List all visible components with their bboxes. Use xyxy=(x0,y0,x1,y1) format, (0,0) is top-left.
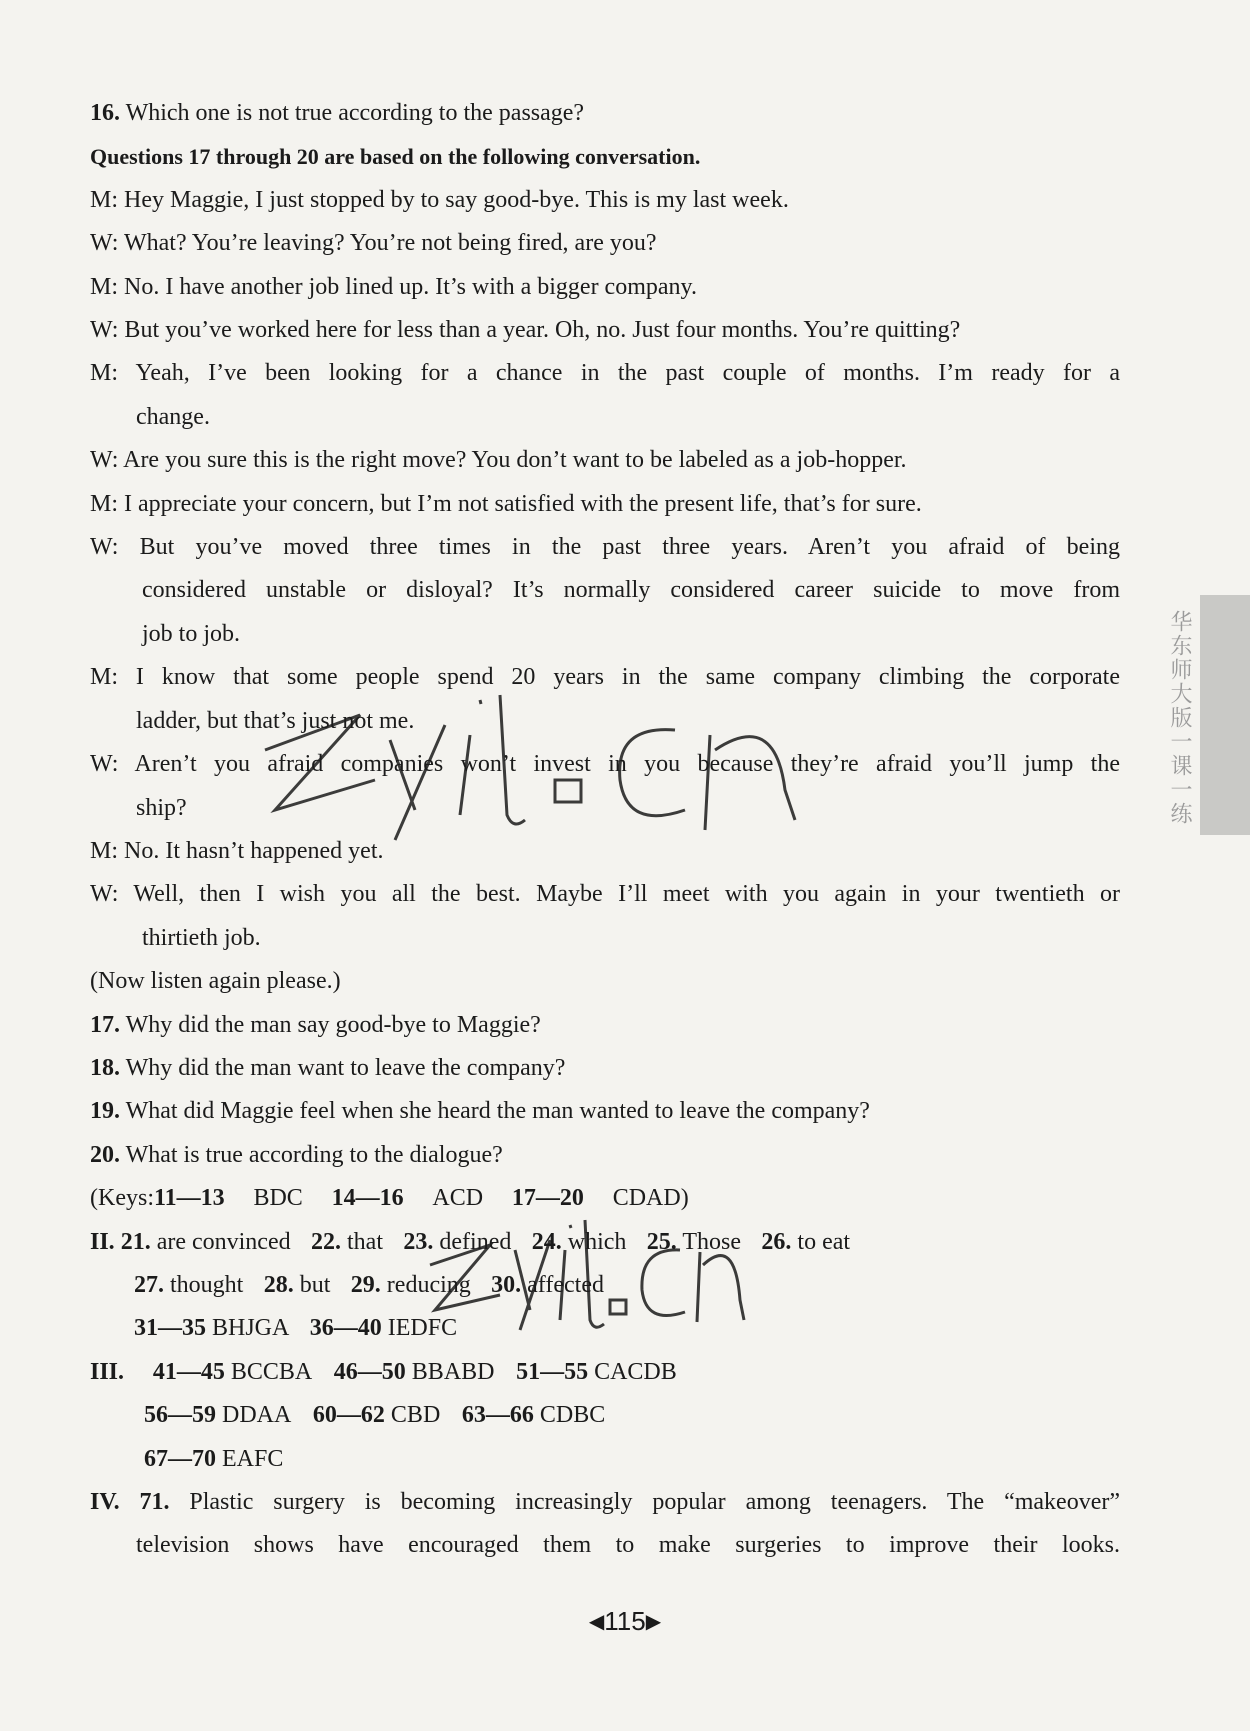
item-answer: CACDB xyxy=(594,1358,677,1385)
item-number: 26. xyxy=(761,1228,792,1255)
dialogue-line: M: No. It hasn’t happened yet. xyxy=(90,837,384,864)
question-text: What is true according to the dialogue? xyxy=(125,1141,503,1168)
item-number: 67—70 xyxy=(144,1445,216,1472)
keys-close: ) xyxy=(680,1185,689,1212)
item-number: 46—50 xyxy=(333,1358,406,1385)
key-range: 17—20 xyxy=(511,1185,584,1212)
key-range: 14—16 xyxy=(331,1185,404,1212)
dialogue-line: M: I appreciate your concern, but I’m not satisfied with the present life, that’s for sure. xyxy=(90,490,922,517)
key-range: 11—13 xyxy=(153,1185,225,1212)
item-answer: that xyxy=(347,1228,383,1255)
item-answer: which xyxy=(567,1228,627,1255)
dialogue-line: W: Aren’t you afraid companies won’t invest in you because they’re afraid you’ll jump the xyxy=(90,751,1120,778)
section-2-row-2 xyxy=(90,1264,1120,1307)
item-answer: defined xyxy=(439,1228,512,1255)
question-18 xyxy=(90,1047,1120,1090)
key-answer: ACD xyxy=(432,1185,484,1212)
item-answer: reducing xyxy=(386,1271,471,1298)
item-number: 21. xyxy=(120,1228,151,1255)
item-answer: Those xyxy=(682,1228,742,1255)
item-number: 24. xyxy=(531,1228,562,1255)
section-3-row-3 xyxy=(90,1438,1120,1481)
item-number: 22. xyxy=(311,1228,341,1255)
item-number: 56—59 xyxy=(144,1402,216,1429)
section-label: II. xyxy=(90,1228,115,1255)
question-17 xyxy=(90,1004,1120,1047)
section-2-row-3 xyxy=(90,1307,1120,1350)
item-answer: BHJGA xyxy=(212,1315,290,1342)
item-answer: are convinced xyxy=(156,1228,291,1255)
dialogue-line-cont: ladder, but that’s just not me. xyxy=(136,707,415,734)
right-arrow-icon: ▶ xyxy=(645,1611,662,1633)
item-number: 27. xyxy=(134,1271,164,1298)
section-2-row-1 xyxy=(90,1221,1120,1264)
item-answer: DDAA xyxy=(222,1402,292,1429)
item-number: 36—40 xyxy=(309,1315,382,1342)
question-number: 19. xyxy=(90,1098,120,1125)
question-number: 71. xyxy=(139,1489,170,1515)
dialogue-line: W: But you’ve moved three times in the past three years. Aren’t you afraid of being xyxy=(90,534,1120,561)
section-label: III. xyxy=(90,1358,125,1385)
item-number: 41—45 xyxy=(152,1358,225,1385)
item-number: 25. xyxy=(646,1228,677,1255)
section-header: Questions 17 through 20 are based on the following conversation. xyxy=(90,144,701,170)
question-16 xyxy=(90,92,1120,135)
item-number: 51—55 xyxy=(516,1358,589,1385)
question-19 xyxy=(90,1090,1120,1133)
item-answer: but xyxy=(299,1271,331,1298)
item-number: 60—62 xyxy=(312,1402,385,1429)
section-3-row-2 xyxy=(90,1394,1120,1437)
dialogue-line: W: Well, then I wish you all the best. Maybe I’ll meet with you again in your twentieth or xyxy=(90,881,1120,908)
item-answer: BBABD xyxy=(411,1358,495,1385)
question-text: Which one is not true according to the passage? xyxy=(125,100,585,126)
question-text: Why did the man want to leave the company? xyxy=(125,1054,566,1081)
question-text: Why did the man say good-bye to Maggie? xyxy=(125,1011,541,1038)
dialogue-line: M: Hey Maggie, I just stopped by to say good-bye. This is my last week. xyxy=(90,186,789,213)
key-answer: BDC xyxy=(253,1185,303,1212)
dialogue-line-cont: ship? xyxy=(136,794,187,821)
dialogue-line-cont: considered unstable or disloyal? It’s normally considered career suicide to move from xyxy=(142,577,1120,604)
item-answer: CBD xyxy=(390,1402,441,1429)
dialogue-line: M: Yeah, I’ve been looking for a chance in the past couple of months. I’m ready for a xyxy=(90,360,1120,387)
dialogue-line: W: But you’ve worked here for less than a year. Oh, no. Just four months. You’re quitting? xyxy=(90,317,961,344)
item-answer: to eat xyxy=(797,1228,851,1255)
keys-label: (Keys: xyxy=(90,1185,154,1212)
dialogue-line-cont: change. xyxy=(136,403,210,430)
dialogue-line: M: No. I have another job lined up. It’s with a bigger company. xyxy=(90,273,697,300)
item-answer: BCCBA xyxy=(230,1358,313,1385)
question-number: 18. xyxy=(90,1054,120,1081)
left-arrow-icon: ◀ xyxy=(588,1611,605,1633)
dialogue-line: W: What? You’re leaving? You’re not being fired, are you? xyxy=(90,230,657,257)
question-20 xyxy=(90,1134,1120,1177)
dialogue-line-cont: job to job. xyxy=(142,620,241,647)
item-number: 28. xyxy=(263,1271,294,1298)
item-answer: CDBC xyxy=(539,1402,606,1429)
item-number: 31—35 xyxy=(134,1315,206,1342)
question-number: 16. xyxy=(90,100,120,126)
item-number: 30. xyxy=(491,1271,522,1298)
item-answer: EAFC xyxy=(222,1445,284,1472)
section-4-line-2: television shows have encouraged them to make surgeries to improve their looks. xyxy=(136,1532,1120,1559)
answer-keys xyxy=(90,1177,1120,1220)
item-answer: affected xyxy=(527,1271,604,1298)
side-tab xyxy=(1200,595,1250,835)
section-4-line-1 xyxy=(90,1481,1120,1524)
dialogue-line: W: Are you sure this is the right move? You don’t want to be labeled as a job-hopper. xyxy=(90,447,907,474)
key-answer: CDAD xyxy=(612,1185,681,1212)
side-series-title: 华东师大版一课一练 xyxy=(1167,610,1192,826)
answer-text: Plastic surgery is becoming increasingly popular among teenagers. The “makeover” xyxy=(189,1489,1121,1515)
dialogue-line: M: I know that some people spend 20 years in the same company climbing the corporate xyxy=(90,664,1120,691)
dialogue-line-cont: thirtieth job. xyxy=(142,924,261,951)
question-number: 17. xyxy=(90,1011,120,1038)
item-number: 63—66 xyxy=(461,1402,534,1429)
item-number: 23. xyxy=(403,1228,434,1255)
section-label: IV. xyxy=(90,1489,120,1515)
page-number xyxy=(0,1606,1250,1637)
question-number: 20. xyxy=(90,1141,120,1168)
item-number: 29. xyxy=(350,1271,381,1298)
section-3-row-1 xyxy=(90,1351,1120,1394)
listen-again-note: (Now listen again please.) xyxy=(90,968,341,995)
item-answer: IEDFC xyxy=(387,1315,458,1342)
item-answer: thought xyxy=(170,1271,244,1298)
page-number-text: 115 xyxy=(604,1606,646,1636)
page-content xyxy=(90,92,1120,1568)
question-text: What did Maggie feel when she heard the man wanted to leave the company? xyxy=(125,1098,870,1125)
